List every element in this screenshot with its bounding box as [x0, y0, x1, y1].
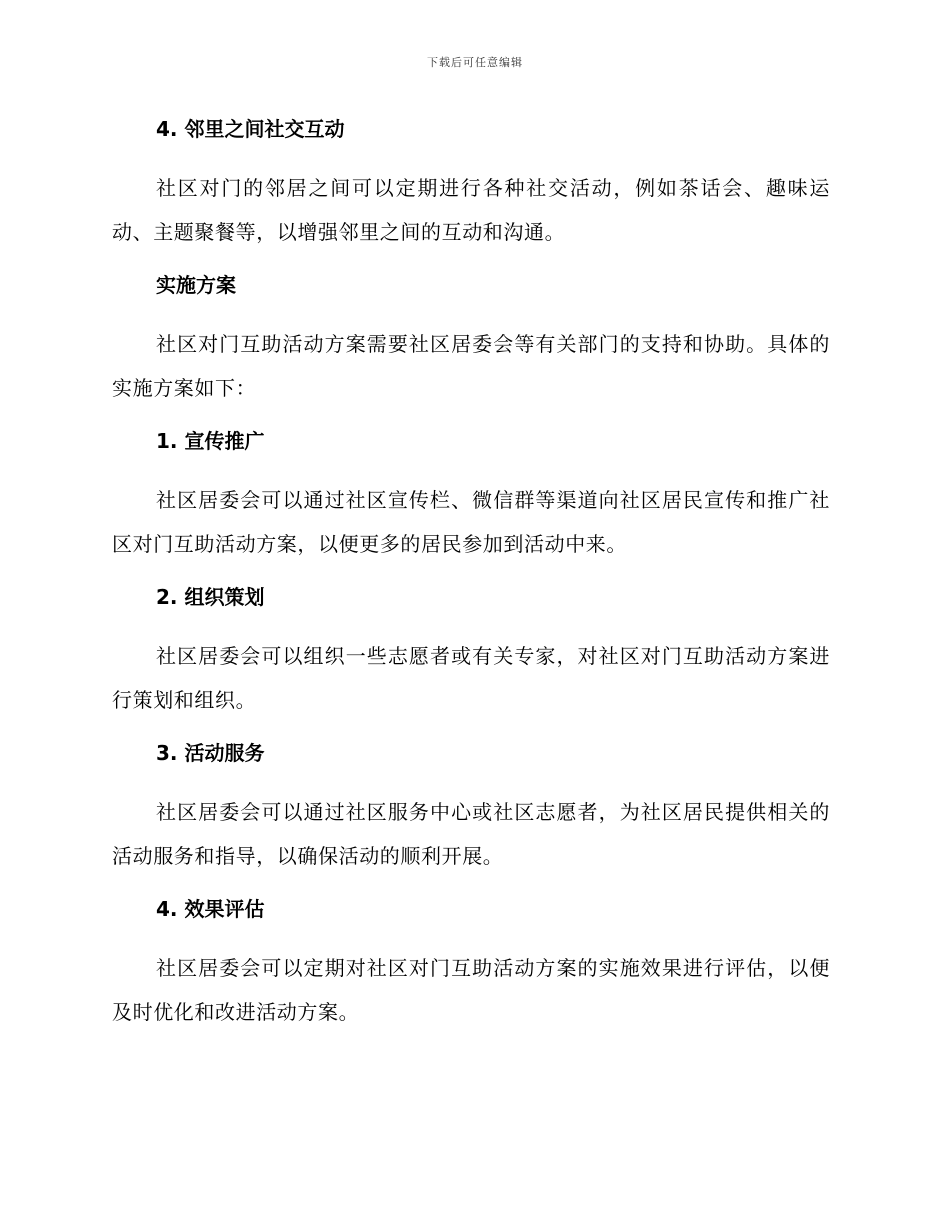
section-heading-evaluation: 4. 效果评估	[156, 897, 265, 921]
section-heading-activity-service: 3. 活动服务	[156, 741, 265, 765]
section-paragraph-neighbor-interaction: 社区对门的邻居之间可以定期进行各种社交活动，例如茶话会、趣味运动、主题聚餐等，以增强邻里之间的互动和沟通。	[112, 176, 830, 244]
section-paragraph-activity-service: 社区居委会可以通过社区服务中心或社区志愿者，为社区居民提供相关的活动服务和指导，以确保活动的顺利开展。	[112, 800, 830, 868]
section-paragraph-evaluation: 社区居委会可以定期对社区对门互助活动方案的实施效果进行评估，以便及时优化和改进活动方案。	[112, 956, 830, 1024]
section-heading-implementation: 实施方案	[156, 273, 236, 297]
document-body	[112, 114, 830, 1050]
section-heading-planning: 2. 组织策划	[156, 585, 265, 609]
section-paragraph-implementation: 社区对门互助活动方案需要社区居委会等有关部门的支持和协助。具体的实施方案如下：	[112, 332, 830, 400]
section-paragraph-promotion: 社区居委会可以通过社区宣传栏、微信群等渠道向社区居民宣传和推广社区对门互助活动方案，以便更多的居民参加到活动中来。	[112, 488, 830, 556]
section-heading-neighbor-interaction: 4. 邻里之间社交互动	[156, 117, 345, 141]
section-paragraph-planning: 社区居委会可以组织一些志愿者或有关专家，对社区对门互助活动方案进行策划和组织。	[112, 644, 830, 712]
section-heading-promotion: 1. 宣传推广	[156, 429, 265, 453]
page-header: 下载后可任意编辑	[427, 56, 523, 69]
